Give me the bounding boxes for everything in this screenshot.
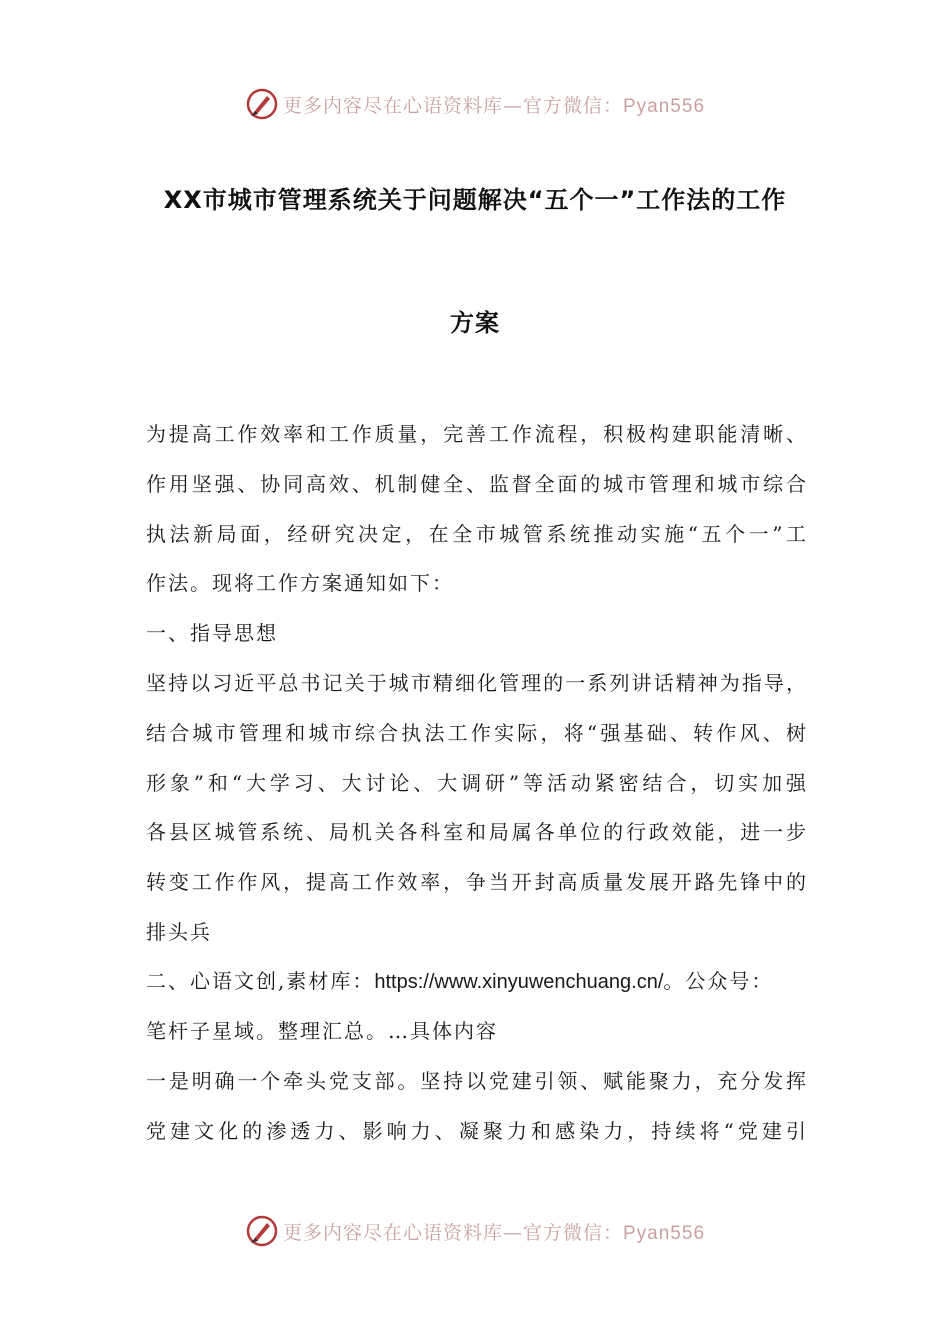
- section2-suffix: 。公众号：: [663, 969, 774, 993]
- paragraph-line: 排头兵: [146, 920, 212, 944]
- paragraph-line: 作用坚强、协同高效、机制健全、监督全面的城市管理和城市综合: [146, 472, 806, 496]
- pen-logo-icon: [245, 1214, 279, 1248]
- paragraph-line: 作法。现将工作方案通知如下：: [146, 571, 454, 595]
- section2-prefix: 二、心语文创,素材库：: [146, 969, 375, 993]
- document-title: XX市城市管理系统关于问题解决“五个一”工作法的工作: [163, 186, 787, 214]
- paragraph-line: 一是明确一个牵头党支部。坚持以党建引领、赋能聚力，充分发挥: [146, 1069, 806, 1093]
- paragraph-line: 党建文化的渗透力、影响力、凝聚力和感染力，持续将“党建引: [146, 1119, 806, 1143]
- watermark-text: 更多内容尽在心语资料库—官方微信：Pyan556: [282, 94, 706, 117]
- paragraph-line: 形象”和“大学习、大讨论、大调研”等活动紧密结合，切实加强: [146, 771, 806, 795]
- paragraph-line: 转变工作作风，提高工作效率，争当开封高质量发展开路先锋中的: [146, 870, 806, 894]
- pen-logo-icon: [245, 87, 279, 121]
- section-heading-with-link: [146, 966, 806, 996]
- section-heading: 一、指导思想: [146, 621, 278, 645]
- watermark-header: [0, 84, 950, 124]
- watermark-text: 更多内容尽在心语资料库—官方微信：Pyan556: [282, 1221, 706, 1244]
- watermark-handle: Pyan556: [623, 1222, 706, 1244]
- paragraph-line: 坚持以习近平总书记关于城市精细化管理的一系列讲话精神为指导，: [146, 671, 806, 695]
- paragraph-line: 各县区城管系统、局机关各科室和局属各单位的行政效能，进一步: [146, 820, 806, 844]
- paragraph-line: 执法新局面，经研究决定，在全市城管系统推动实施“五个一”工: [146, 522, 806, 546]
- paragraph-line: 结合城市管理和城市综合执法工作实际，将“强基础、转作风、树: [146, 721, 806, 745]
- paragraph-line: 为提高工作效率和工作质量，完善工作流程，积极构建职能清晰、: [146, 422, 806, 446]
- paragraph-line: 笔杆子星域。整理汇总。…具体内容: [146, 1019, 498, 1043]
- watermark-handle: Pyan556: [623, 95, 706, 117]
- document-title-continued: 方案: [450, 309, 500, 337]
- website-link[interactable]: https://www.xinyuwenchuang.cn/: [374, 971, 664, 993]
- watermark-footer: [0, 1211, 950, 1251]
